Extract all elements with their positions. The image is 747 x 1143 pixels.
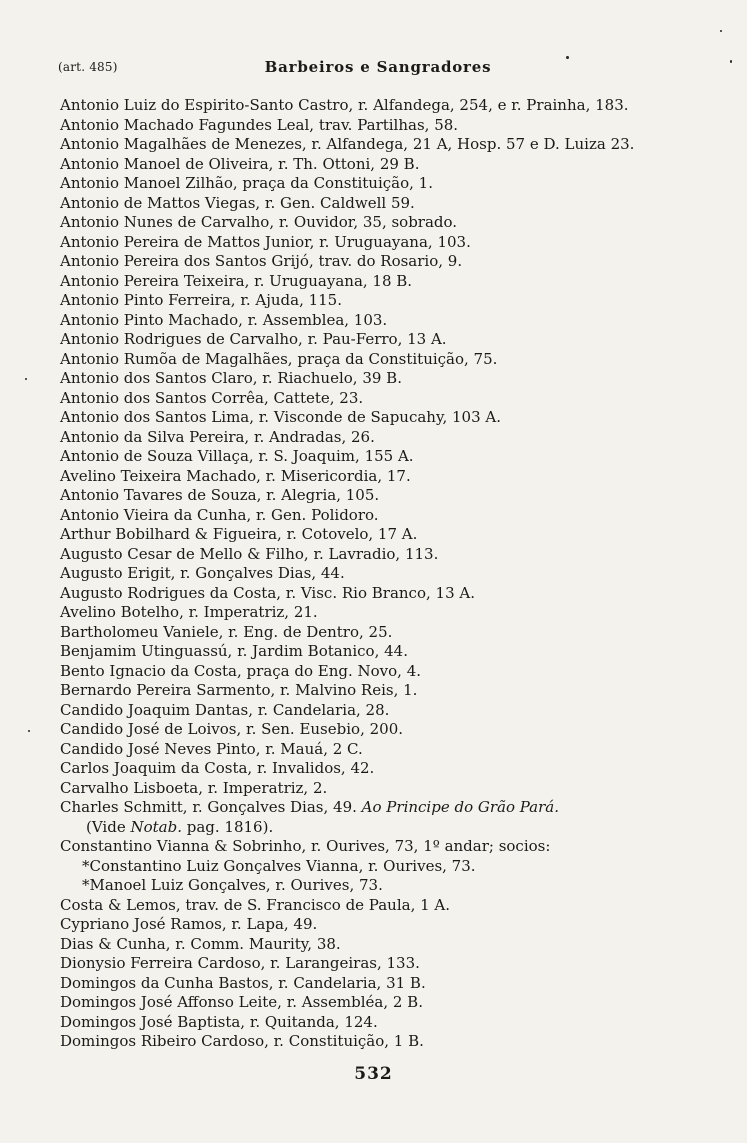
- vide-text-end: pag. 1816).: [181, 817, 274, 836]
- directory-entry: Antonio dos Santos Claro, r. Riachuelo, 39 B.: [60, 369, 402, 387]
- directory-entry: Candido José de Loivos, r. Sen. Eusebio, 200.: [60, 720, 404, 738]
- directory-entry: Antonio Vieira da Cunha, r. Gen. Polidoro.: [60, 505, 379, 524]
- directory-entry: Domingos José Baptista, r. Quitanda, 124.: [60, 1012, 378, 1031]
- directory-entry: Antonio Machado Fagundes Leal, trav. Partilhas, 58.: [60, 115, 459, 134]
- directory-entry-constantino: Constantino Vianna & Sobrinho, r. Ourives, 73, 1º andar; socios:: [60, 837, 551, 855]
- directory-entry: Antonio Magalhães de Menezes, r. Alfandega, 21 A, Hosp. 57 e D. Luiza 23.: [60, 135, 635, 153]
- directory-entry: Augusto Erigit, r. Gonçalves Dias, 44.: [60, 564, 345, 582]
- page-number: 532: [354, 1064, 393, 1084]
- directory-entry: Antonio de Mattos Viegas, r. Gen. Caldwell 59.: [60, 193, 415, 212]
- article-reference: (art. 485): [58, 60, 118, 74]
- directory-entry: Bartholomeu Vaniele, r. Eng. de Dentro, 25.: [60, 622, 393, 641]
- directory-entry: Dionysio Ferreira Cardoso, r. Larangeiras, 133.: [60, 954, 420, 972]
- directory-entry: Antonio Rodrigues de Carvalho, r. Pau-Ferro, 13 A.: [60, 330, 447, 348]
- directory-entry: Antonio Luiz do Espirito-Santo Castro, r. Alfandega, 254, e r. Prainha, 183.: [60, 96, 629, 114]
- entry-list: [60, 96, 710, 1052]
- directory-entry: Benjamim Utinguassú, r. Jardim Botanico, 44.: [60, 642, 408, 660]
- directory-entry: Candido José Neves Pinto, r. Mauá, 2 C.: [60, 739, 363, 758]
- directory-entry: Avelino Botelho, r. Imperatriz, 21.: [60, 603, 318, 621]
- directory-entry: Bernardo Pereira Sarmento, r. Malvino Reis, 1.: [60, 681, 418, 699]
- directory-entry: Antonio Nunes de Carvalho, r. Ouvidor, 35, sobrado.: [60, 213, 458, 231]
- directory-entry: Antonio Manoel Zilhão, praça da Constituição, 1.: [60, 174, 433, 192]
- directory-entry: Antonio Pinto Machado, r. Assemblea, 103.: [60, 310, 388, 329]
- directory-entry: Avelino Teixeira Machado, r. Misericordia, 17.: [60, 466, 411, 485]
- vide-notab: Notab.: [130, 817, 182, 836]
- ink-speck: [720, 30, 722, 32]
- entry-italic-note: Ao Principe do Grão Pará.: [361, 798, 560, 816]
- directory-entry: Antonio Pereira Teixeira, r. Uruguayana, 18 B.: [60, 271, 413, 290]
- socio-entry: *Constantino Luiz Gonçalves Vianna, r. Ourives, 73.: [82, 856, 476, 875]
- directory-entry: Dias & Cunha, r. Comm. Maurity, 38.: [60, 934, 341, 953]
- directory-entry: Carvalho Lisboeta, r. Imperatriz, 2.: [60, 778, 328, 797]
- directory-entry: Arthur Bobilhard & Figueira, r. Cotovelo, 17 A.: [60, 525, 418, 543]
- directory-entry: Antonio Manoel de Oliveira, r. Th. Ottoni, 29 B.: [60, 154, 420, 173]
- page-header: [58, 58, 698, 82]
- directory-entry: Carlos Joaquim da Costa, r. Invalidos, 42.: [60, 759, 375, 777]
- ink-speck: [25, 378, 27, 380]
- directory-entry: Antonio Rumõa de Magalhães, praça da Constituição, 75.: [60, 349, 498, 368]
- directory-entry: Antonio Pereira de Mattos Junior, r. Uruguayana, 103.: [60, 232, 471, 251]
- directory-entry: Costa & Lemos, trav. de S. Francisco de Paula, 1 A.: [60, 895, 451, 914]
- directory-entry: Candido Joaquim Dantas, r. Candelaria, 28.: [60, 700, 390, 719]
- ink-speck: [566, 56, 569, 59]
- directory-entry: Augusto Cesar de Mello & Filho, r. Lavradio, 113.: [60, 544, 439, 563]
- directory-entry: Augusto Rodrigues da Costa, r. Visc. Rio Branco, 13 A.: [60, 583, 475, 602]
- directory-entry: Bento Ignacio da Costa, praça do Eng. Novo, 4.: [60, 661, 422, 680]
- directory-entry: Antonio da Silva Pereira, r. Andradas, 26.: [60, 427, 375, 446]
- entry-main-text: Charles Schmitt, r. Gonçalves Dias, 49.: [60, 798, 357, 816]
- vide-reference: [60, 818, 710, 838]
- directory-entry: Antonio Pereira dos Santos Grijó, trav. do Rosario, 9.: [60, 252, 463, 270]
- ink-speck: [730, 60, 732, 63]
- ink-speck: [28, 730, 30, 732]
- directory-entry: Antonio Tavares de Souza, r. Alegria, 105.: [60, 486, 380, 504]
- socio-entry: *Manoel Luiz Gonçalves, r. Ourives, 73.: [82, 876, 383, 894]
- directory-entry: Antonio dos Santos Corrêa, Cattete, 23.: [60, 388, 364, 407]
- vide-text-start: (Vide: [86, 817, 131, 836]
- directory-entry: Antonio Pinto Ferreira, r. Ajuda, 115.: [60, 291, 342, 309]
- directory-entry: Domingos José Affonso Leite, r. Assembléa, 2 B.: [60, 993, 423, 1011]
- directory-entry-charles-schmitt: [60, 798, 710, 818]
- directory-entry: Antonio dos Santos Lima, r. Visconde de Sapucahy, 103 A.: [60, 408, 501, 426]
- directory-entry: Cypriano José Ramos, r. Lapa, 49.: [60, 915, 318, 933]
- directory-entry: Antonio de Souza Villaça, r. S. Joaquim, 155 A.: [60, 447, 414, 465]
- directory-entry: Domingos Ribeiro Cardoso, r. Constituição, 1 B.: [60, 1032, 424, 1050]
- section-title: Barbeiros e Sangradores: [264, 58, 492, 76]
- directory-entry: Domingos da Cunha Bastos, r. Candelaria, 31 B.: [60, 973, 426, 992]
